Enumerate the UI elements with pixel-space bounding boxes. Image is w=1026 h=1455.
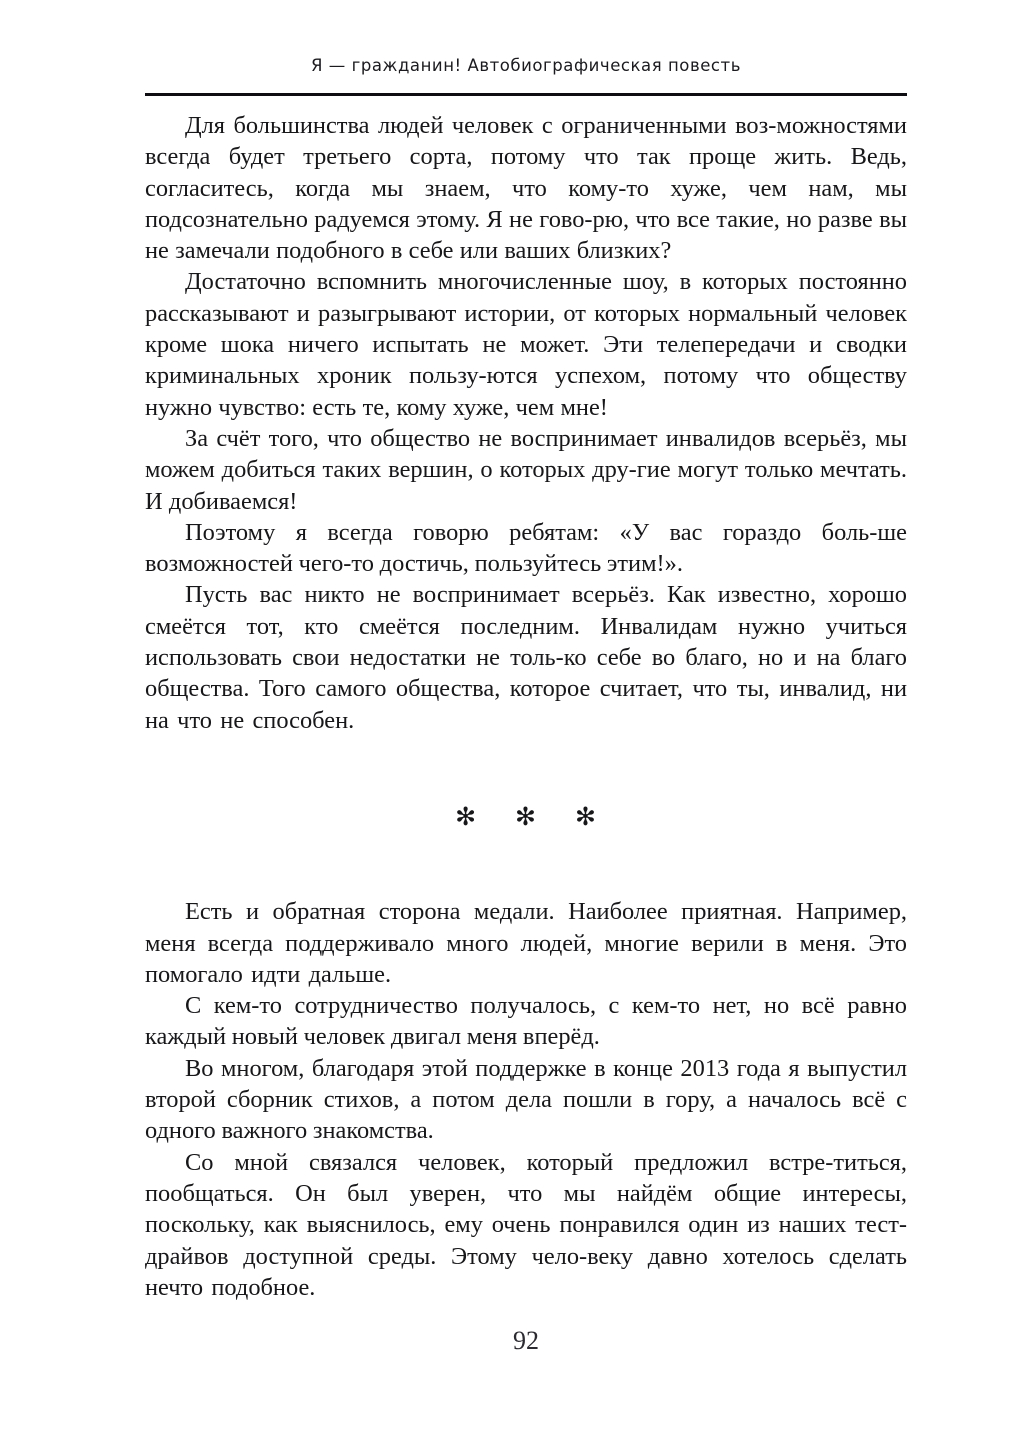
paragraph: Во многом, благодаря этой поддержке в конце 2013 года я выпустил второй сборник стихов, а потом дела пошли в гору, а началось всё с одного важного знакомства. (145, 1054, 907, 1145)
paragraph: Со мной связался человек, который предложил встре-​титься, пообщаться. Он был уверен, что мы найдём общие интересы, поскольку, как выяснилось, ему очень понравился один из наших тест-​драйвов доступной среды. Этому чело-​веку давно хотелось сделать нечто подобное. (145, 1148, 907, 1301)
body-text-column (145, 110, 907, 1303)
page-number: 92 (513, 1326, 539, 1355)
asterisk-icon: ✻ (574, 803, 597, 831)
paragraph: Для большинства людей человек с ограниченными воз-​можностями всегда будет третьего сорта, потому что так проще жить. Ведь, согласитесь, когда мы знаем, что кому-​то хуже, чем нам, мы подсознательно радуемся этому. Я не гово-​рю, что все такие, но разве вы не замечали подобного в себе или ваших близких? (145, 112, 907, 265)
page-content-frame (145, 0, 907, 1455)
paragraph: Пусть вас никто не воспринимает всерьёз. Как известно, хорошо смеётся тот, кто смеётся последним. Инвалидам нужно учиться использовать свои недостатки не толь-​ко себе во благо, но и на благо общества. Того самого общества, которое считает, что ты, инвалид, ни на что не способен. (145, 581, 907, 734)
separator-space-below (145, 833, 907, 896)
paragraph: Достаточно вспомнить многочисленные шоу, в которых постоянно рассказывают и разыгрывают истории, от которых нормальный человек кроме шока ничего испытать не может. Эти телепередачи и сводки криминальных хроник пользу-​ются успехом, потому что обществу нужно чувство: есть те, кому хуже, чем мне! (145, 268, 907, 421)
asterisk-icon: ✻ (455, 803, 478, 831)
paragraph: С кем-​то сотрудничество получалось, с кем-​то нет, но всё равно каждый новый человек двигал меня вперёд. (145, 992, 907, 1051)
header-divider-rule (145, 93, 907, 96)
running-head-title: Я — гражданин! Автобиографическая повесть (311, 56, 741, 75)
asterism-separator (145, 802, 907, 833)
paragraph: Есть и обратная сторона медали. Наиболее приятная. Например, меня всегда поддерживало много людей, многие верили в меня. Это помогало идти дальше. (145, 898, 907, 988)
paragraph: За счёт того, что общество не воспринимает инвалидов всерьёз, мы можем добиться таких вершин, о которых дру-​гие могут только мечтать. И добиваемся! (145, 424, 907, 515)
separator-space-above (145, 736, 907, 802)
paragraph: Поэтому я всегда говорю ребятам: «У вас гораздо боль-​ше возможностей чего-​то достичь, пользуйтесь этим!». (145, 518, 907, 578)
asterisk-icon: ✻ (515, 803, 537, 831)
